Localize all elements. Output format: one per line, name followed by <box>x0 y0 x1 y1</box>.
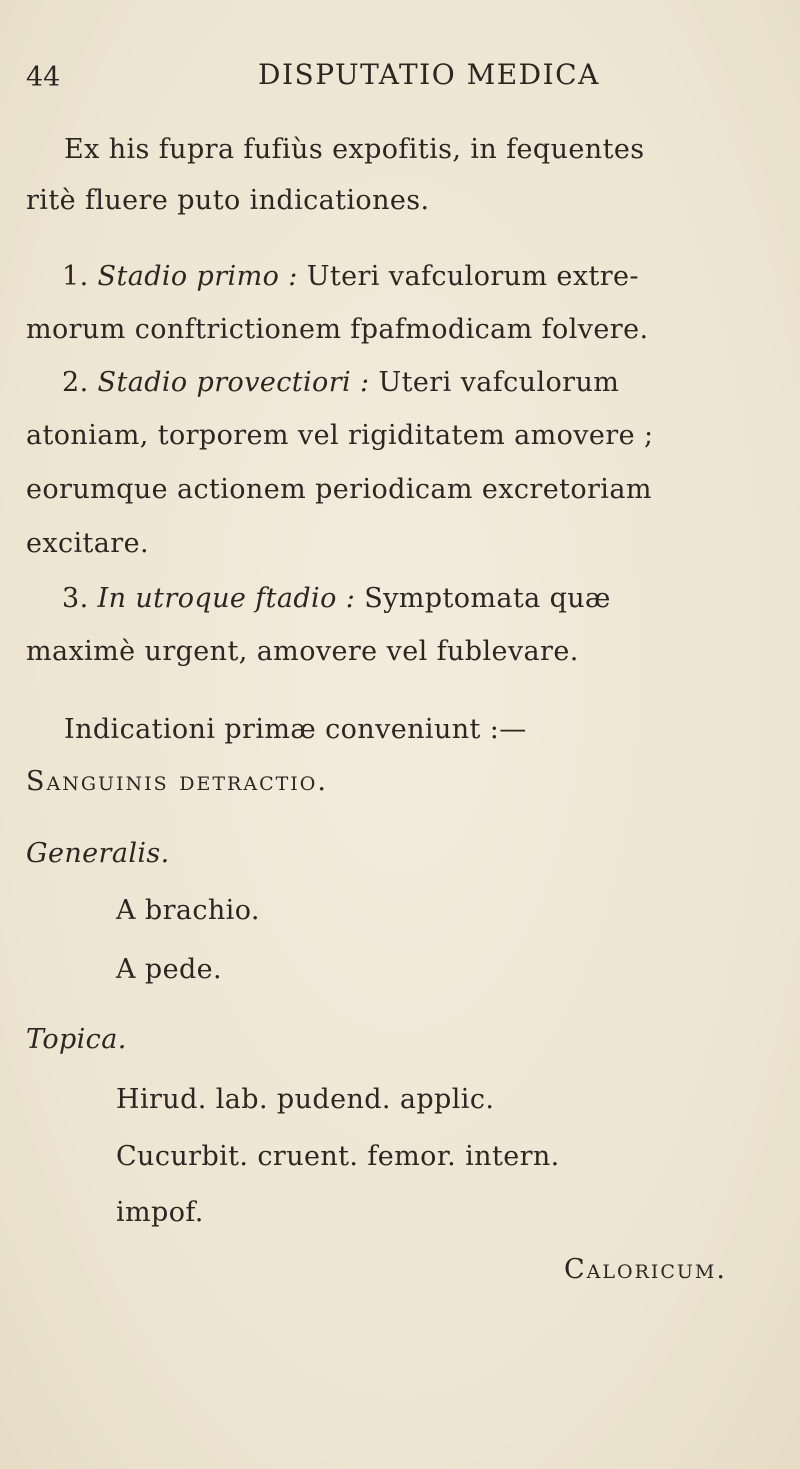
item-1-number: 1. <box>62 261 89 292</box>
item-3-number: 3. <box>62 583 89 614</box>
item-1-text: Uteri vafculorum extre- <box>306 261 639 292</box>
topica-line-2: Cucurbit. cruent. femor. intern. <box>116 1141 560 1172</box>
item-1-label: Stadio primo : <box>97 261 298 292</box>
generalis-option-1: A brachio. <box>116 895 260 926</box>
item-2-line-4: excitare. <box>26 528 149 559</box>
item-2-number: 2. <box>62 367 89 398</box>
item-3-label: In utroque ftadio : <box>97 583 356 614</box>
intro-line-2: ritè fluere puto indicationes. <box>26 185 430 216</box>
topica-label: Topica. <box>26 1024 127 1055</box>
indications-intro: Indicationi primæ conveniunt :— <box>64 714 527 745</box>
catchword: Caloricum. <box>564 1254 727 1285</box>
item-2-line-1 <box>62 367 619 398</box>
item-1-line-2: morum conftrictionem fpafmodicam folvere. <box>26 314 649 345</box>
item-1-line-1 <box>62 261 639 292</box>
topica-line-3: impof. <box>116 1197 204 1228</box>
item-2-line-3: eorumque actionem periodicam excretoriam <box>26 474 652 505</box>
topica-line-1: Hirud. lab. pudend. applic. <box>116 1084 495 1115</box>
item-2-line-2: atoniam, torporem vel rigiditatem amovere ; <box>26 420 654 451</box>
item-2-label: Stadio provectiori : <box>97 367 370 398</box>
generalis-option-2: A pede. <box>116 954 222 985</box>
running-title: DISPUTATIO MEDICA <box>258 58 600 91</box>
item-2-text: Uteri vafculorum <box>378 367 620 398</box>
section-heading: Sanguinis detractio. <box>26 766 328 797</box>
item-3-text: Symptomata quæ <box>364 583 611 614</box>
intro-line-1: Ex his fupra fufiùs expofitis, in fequentes <box>64 134 645 165</box>
item-3-line-1 <box>62 583 611 614</box>
page-number: 44 <box>26 62 61 93</box>
item-3-line-2: maximè urgent, amovere vel fublevare. <box>26 636 579 667</box>
generalis-label: Generalis. <box>26 838 170 869</box>
